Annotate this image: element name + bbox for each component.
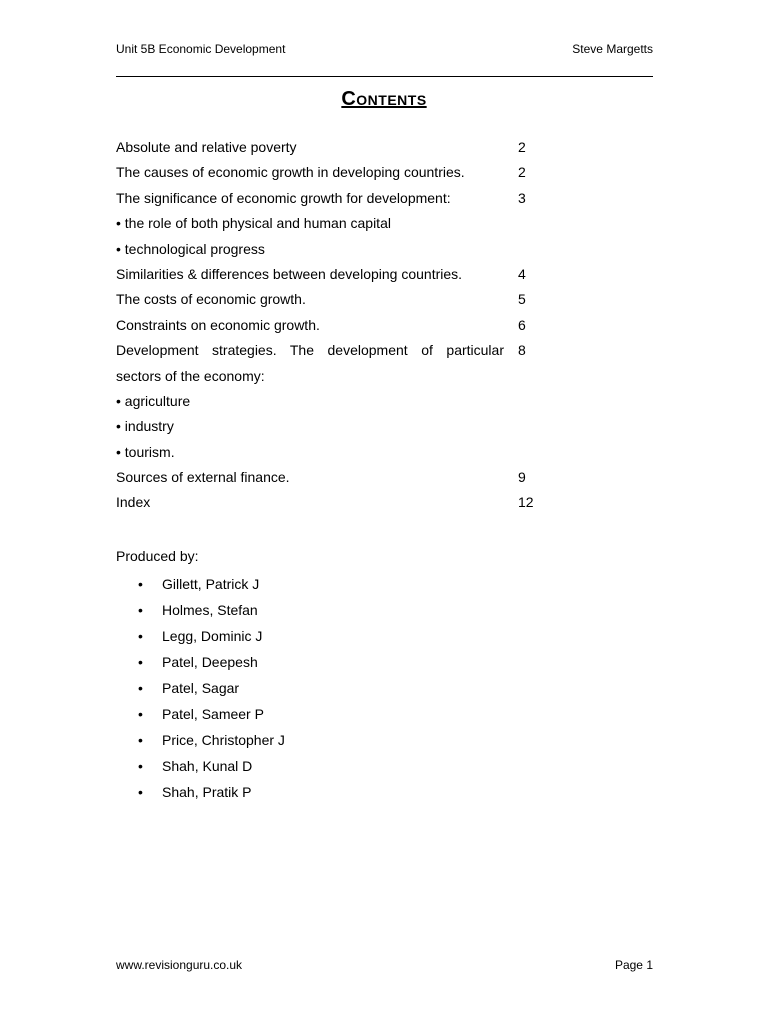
- toc-entry: [116, 492, 546, 517]
- list-item: • Patel, Deepesh: [138, 652, 285, 678]
- list-item: • Price, Christopher J: [138, 730, 285, 756]
- toc-entry: [116, 162, 546, 187]
- toc-entry-page: 4: [518, 265, 526, 282]
- list-item: • Shah, Kunal D: [138, 756, 285, 782]
- toc-entry-text: Similarities & differences between developing countries.: [116, 265, 463, 282]
- header-author: Steve Margetts: [572, 42, 653, 56]
- toc-entry: [116, 137, 546, 162]
- list-item: • Legg, Dominic J: [138, 626, 285, 652]
- table-of-contents: [116, 137, 546, 518]
- footer-page-number: Page 1: [614, 958, 653, 972]
- toc-entry: [116, 239, 546, 264]
- toc-entry: [116, 315, 546, 340]
- toc-entry-text: The causes of economic growth in developing countries.: [116, 164, 465, 181]
- toc-bullet-text: • technological progress: [116, 239, 504, 259]
- toc-entry: [116, 442, 546, 467]
- toc-entry-text: Sources of external finance.: [116, 469, 290, 486]
- toc-entry-page: 3: [518, 189, 526, 206]
- list-item: • Patel, Sagar: [138, 678, 285, 704]
- toc-entry: [116, 467, 546, 492]
- footer-website: www.revisionguru.co.uk: [116, 958, 243, 972]
- list-item: • Patel, Sameer P: [138, 704, 285, 730]
- list-item: • Gillett, Patrick J: [138, 574, 285, 600]
- toc-entry-text: Absolute and relative poverty: [116, 139, 297, 155]
- page-header: [116, 42, 653, 56]
- toc-entry-text: Constraints on economic growth.: [116, 316, 320, 333]
- toc-entry: [116, 213, 546, 238]
- toc-entry-page: 2: [518, 164, 526, 181]
- toc-bullet-text: • industry: [116, 416, 504, 436]
- toc-entry: [116, 340, 546, 365]
- toc-entry-text: Index: [116, 494, 151, 511]
- toc-entry-text: The significance of economic growth for development:: [116, 189, 451, 206]
- header-divider: [116, 76, 653, 77]
- toc-entry: [116, 289, 546, 314]
- toc-bullet-text: • the role of both physical and human capital: [116, 213, 504, 233]
- produced-by-label: Produced by:: [116, 548, 199, 564]
- toc-entry-text: Development strategies. The development of particular: [116, 342, 504, 359]
- toc-bullet-text: • tourism.: [116, 442, 504, 462]
- page-footer: [116, 958, 653, 972]
- toc-entry-page: 2: [518, 139, 526, 155]
- toc-entry-page: 6: [518, 316, 526, 333]
- toc-entry: [116, 366, 546, 391]
- list-item: • Shah, Pratik P: [138, 782, 285, 808]
- toc-entry: [116, 416, 546, 441]
- page-title: Contents: [341, 88, 427, 110]
- header-unit-title: Unit 5B Economic Development: [116, 42, 286, 56]
- toc-entry-text: sectors of the economy:: [116, 367, 265, 384]
- toc-entry-page: 8: [518, 342, 526, 359]
- toc-entry-page: 9: [518, 469, 526, 486]
- toc-entry: [116, 264, 546, 289]
- toc-entry: [116, 188, 546, 213]
- toc-entry-page: 5: [518, 291, 526, 308]
- toc-entry: [116, 391, 546, 416]
- author-list: [138, 574, 285, 808]
- list-item: • Holmes, Stefan: [138, 600, 285, 626]
- toc-bullet-text: • agriculture: [116, 391, 504, 411]
- toc-entry-text: The costs of economic growth.: [116, 291, 306, 308]
- toc-entry-page: 12: [518, 494, 534, 511]
